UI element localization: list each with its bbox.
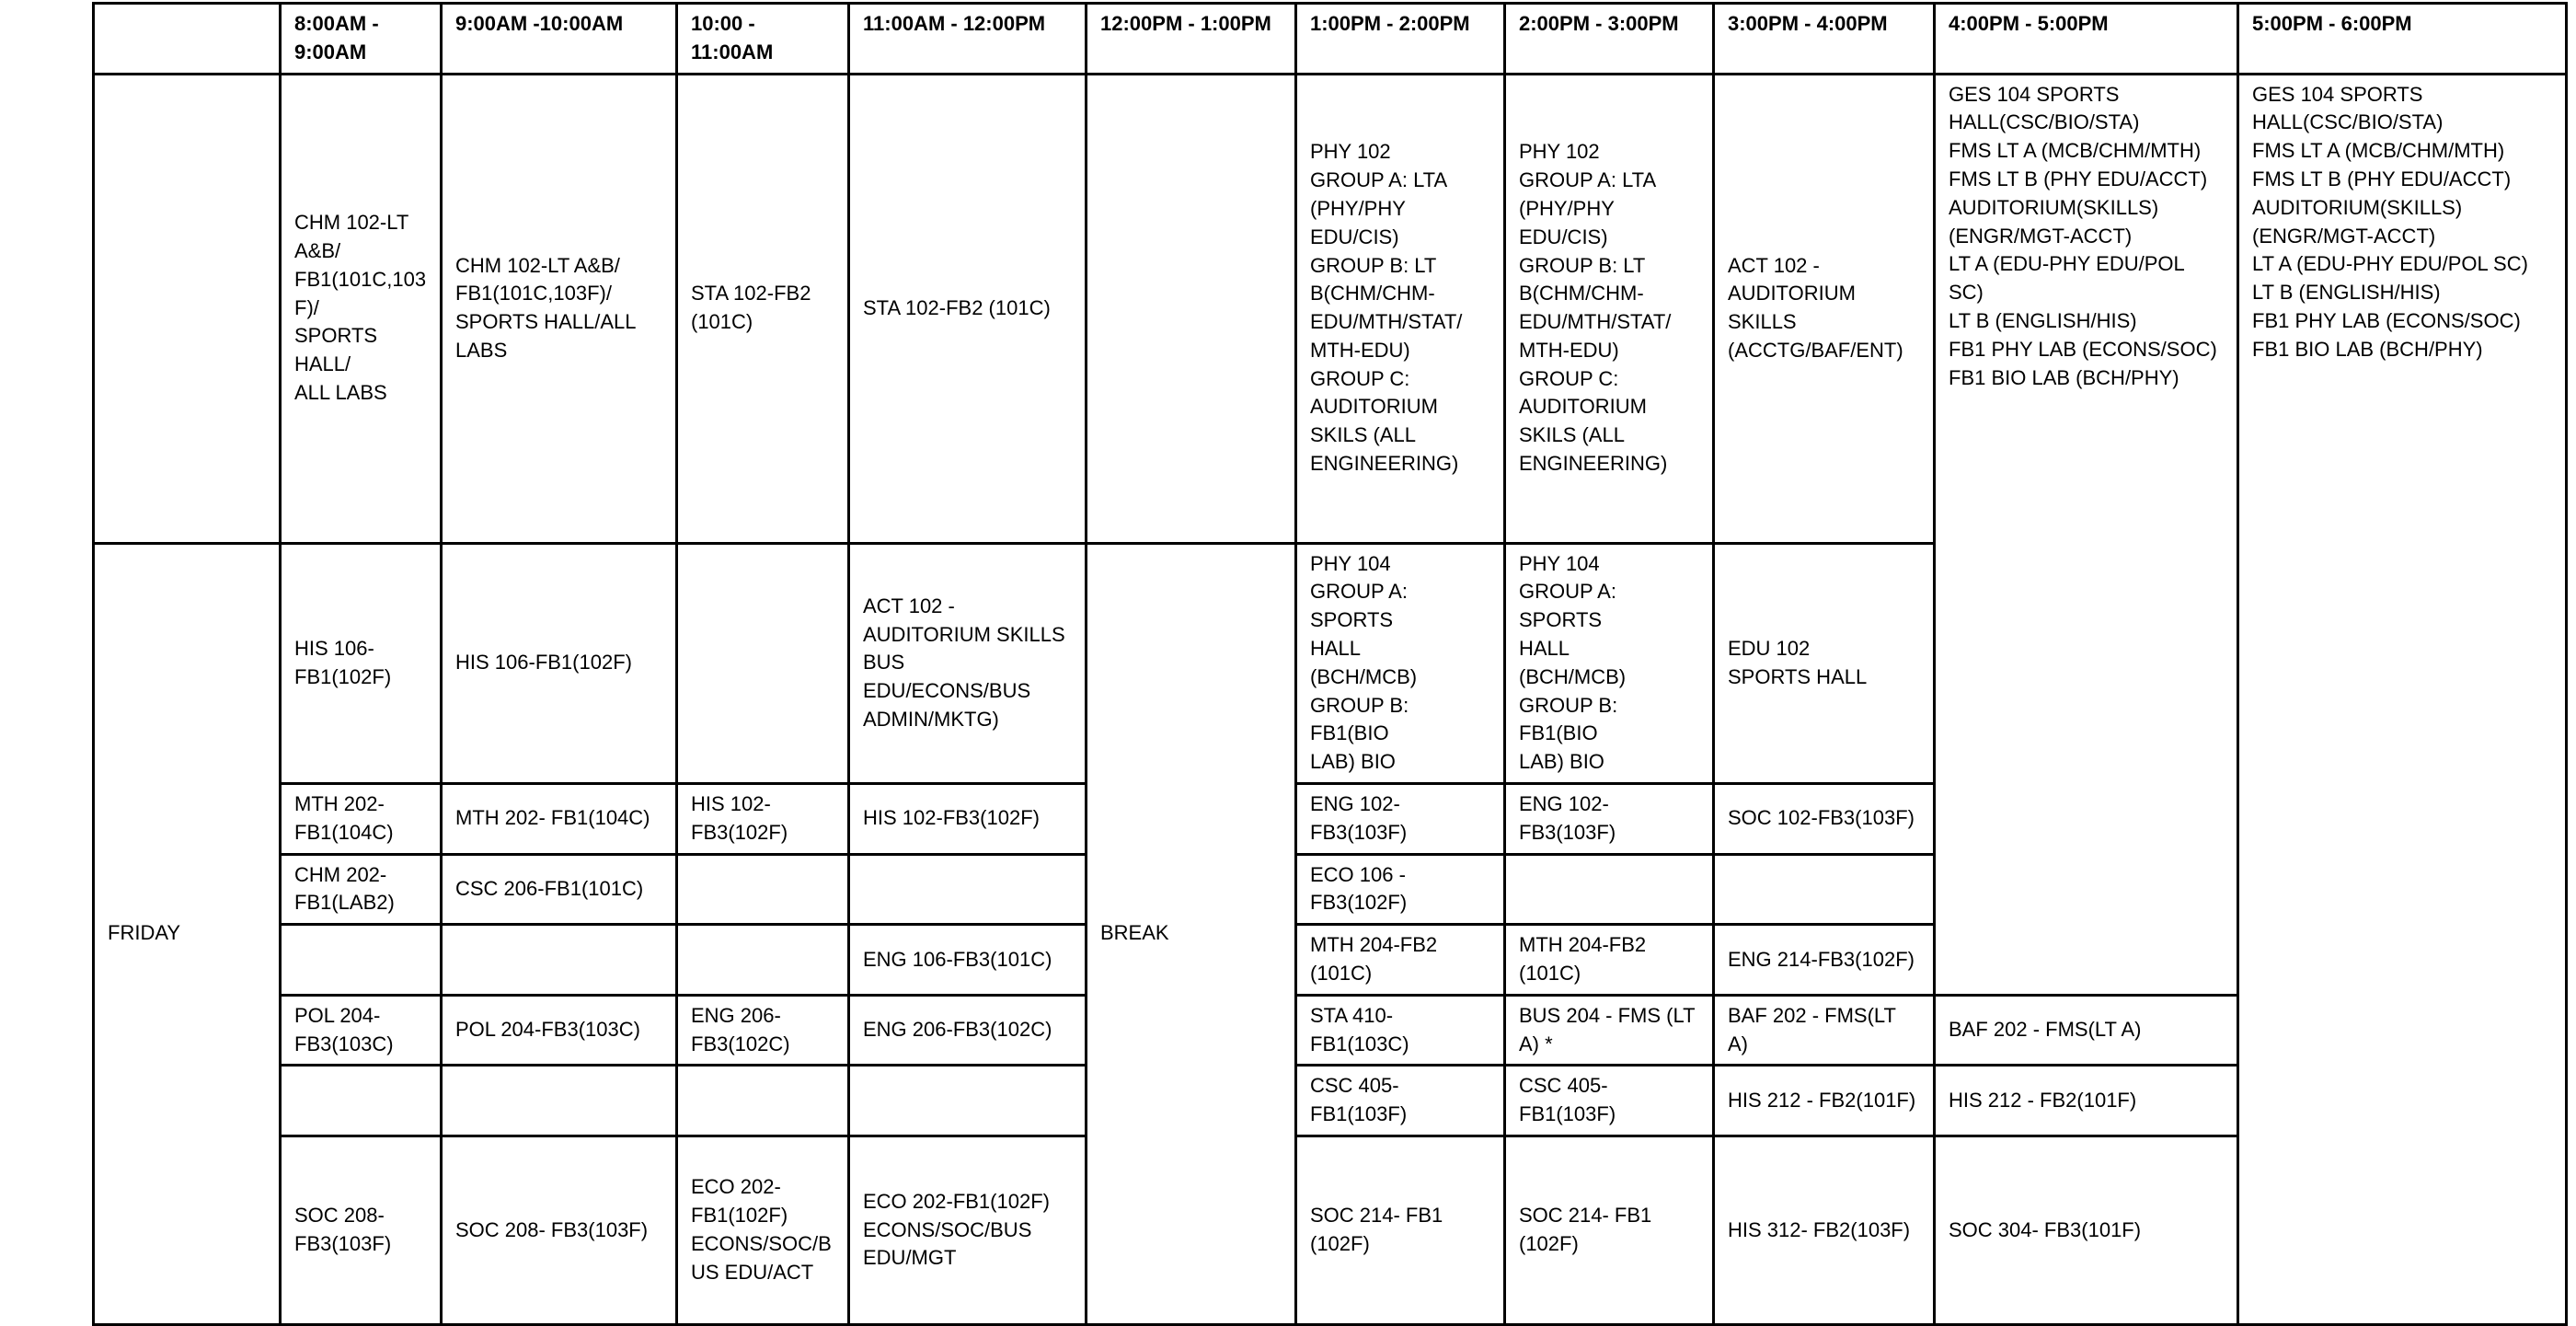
class-cell: CHM 202- FB1(LAB2) <box>281 854 442 925</box>
class-cell: POL 204- FB3(103C) <box>281 995 442 1066</box>
header-slot-5pm: 5:00PM - 6:00PM <box>2238 4 2567 75</box>
class-cell: BAF 202 - FMS(LT A) <box>1714 995 1935 1066</box>
class-cell <box>677 925 849 996</box>
class-cell: ACT 102 - AUDITORIUM SKILLS BUS EDU/ECONS/BUS ADMIN/MKTG) <box>849 543 1087 783</box>
header-slot-9am: 9:00AM -10:00AM <box>442 4 677 75</box>
timetable <box>92 2 2568 1326</box>
class-cell: HIS 102- FB3(102F) <box>677 783 849 854</box>
ges-cell: GES 104 SPORTS HALL(CSC/BIO/STA) FMS LT A (MCB/CHM/MTH) FMS LT B (PHY EDU/ACCT) AUDITORIUM(SKILLS) (ENGR/MGT-ACCT) LT A (EDU-PHY EDU/POL SC) LT B (ENGLISH/HIS) FB1 PHY LAB (ECONS/SOC) FB1 BIO LAB (BCH/PHY) <box>1935 74 2238 995</box>
class-cell: HIS 106- FB1(102F) <box>281 543 442 783</box>
class-cell: ECO 202- FB1(102F) ECONS/SOC/B US EDU/ACT <box>677 1136 849 1324</box>
header-slot-2pm: 2:00PM - 3:00PM <box>1505 4 1714 75</box>
day-cell: FRIDAY <box>94 543 281 1324</box>
class-cell: ECO 106 - FB3(102F) <box>1296 854 1505 925</box>
class-cell <box>849 854 1087 925</box>
class-cell: STA 102-FB2 (101C) <box>849 74 1087 543</box>
class-cell: CHM 102-LT A&B/ FB1(101C,103 F)/ SPORTS HALL/ ALL LABS <box>281 74 442 543</box>
class-cell <box>1505 854 1714 925</box>
day-cell-blank <box>94 74 281 543</box>
class-cell: SOC 214- FB1 (102F) <box>1505 1136 1714 1324</box>
class-cell: ENG 214-FB3(102F) <box>1714 925 1935 996</box>
class-cell: SOC 102-FB3(103F) <box>1714 783 1935 854</box>
class-cell: HIS 312- FB2(103F) <box>1714 1136 1935 1324</box>
class-cell <box>677 1066 849 1136</box>
class-cell: MTH 204-FB2 (101C) <box>1505 925 1714 996</box>
class-cell: CHM 102-LT A&B/ FB1(101C,103F)/ SPORTS HALL/ALL LABS <box>442 74 677 543</box>
class-cell: HIS 106-FB1(102F) <box>442 543 677 783</box>
class-cell: MTH 202- FB1(104C) <box>442 783 677 854</box>
class-cell: ENG 206-FB3(102C) <box>849 995 1087 1066</box>
class-cell: ECO 202-FB1(102F) ECONS/SOC/BUS EDU/MGT <box>849 1136 1087 1324</box>
class-cell: ENG 102- FB3(103F) <box>1296 783 1505 854</box>
class-cell: BAF 202 - FMS(LT A) <box>1935 995 2238 1066</box>
class-cell <box>677 543 849 783</box>
header-slot-12pm: 12:00PM - 1:00PM <box>1087 4 1296 75</box>
class-cell: CSC 405-FB1(103F) <box>1296 1066 1505 1136</box>
class-cell: HIS 102-FB3(102F) <box>849 783 1087 854</box>
class-cell: PHY 102 GROUP A: LTA (PHY/PHY EDU/CIS) GROUP B: LT B(CHM/CHM- EDU/MTH/STAT/ MTH-EDU) GROUP C: AUDITORIUM SKILS (ALL ENGINEERING) <box>1296 74 1505 543</box>
header-slot-4pm: 4:00PM - 5:00PM <box>1935 4 2238 75</box>
class-cell: ENG 102- FB3(103F) <box>1505 783 1714 854</box>
class-cell <box>281 1066 442 1136</box>
class-cell: ACT 102 - AUDITORIUM SKILLS (ACCTG/BAF/ENT) <box>1714 74 1935 543</box>
table-row <box>94 995 2567 1066</box>
class-cell: EDU 102 SPORTS HALL <box>1714 543 1935 783</box>
timetable-page <box>92 2 2568 1326</box>
class-cell: PHY 102 GROUP A: LTA (PHY/PHY EDU/CIS) GROUP B: LT B(CHM/CHM- EDU/MTH/STAT/ MTH-EDU) GROUP C: AUDITORIUM SKILS (ALL ENGINEERING) <box>1505 74 1714 543</box>
header-slot-3pm: 3:00PM - 4:00PM <box>1714 4 1935 75</box>
class-cell: SOC 208- FB3(103F) <box>442 1136 677 1324</box>
class-cell: BUS 204 - FMS (LT A) * <box>1505 995 1714 1066</box>
table-row <box>94 1066 2567 1136</box>
table-row <box>94 74 2567 543</box>
class-cell: ENG 106-FB3(101C) <box>849 925 1087 996</box>
header-day <box>94 4 281 75</box>
break-cell: BREAK <box>1087 543 1296 1324</box>
class-cell: HIS 212 - FB2(101F) <box>1714 1066 1935 1136</box>
class-cell: PHY 104 GROUP A: SPORTS HALL (BCH/MCB) GROUP B: FB1(BIO LAB) BIO <box>1296 543 1505 783</box>
class-cell <box>442 925 677 996</box>
class-cell <box>281 925 442 996</box>
table-row <box>94 1136 2567 1324</box>
class-cell: MTH 204-FB2 (101C) <box>1296 925 1505 996</box>
class-cell: POL 204-FB3(103C) <box>442 995 677 1066</box>
class-cell: CSC 206-FB1(101C) <box>442 854 677 925</box>
class-cell: SOC 208- FB3(103F) <box>281 1136 442 1324</box>
class-cell: CSC 405-FB1(103F) <box>1505 1066 1714 1136</box>
class-cell: STA 102-FB2 (101C) <box>677 74 849 543</box>
class-cell: ENG 206- FB3(102C) <box>677 995 849 1066</box>
header-slot-10am: 10:00 - 11:00AM <box>677 4 849 75</box>
class-cell: STA 410- FB1(103C) <box>1296 995 1505 1066</box>
class-cell <box>1714 854 1935 925</box>
class-cell: SOC 304- FB3(101F) <box>1935 1136 2238 1324</box>
lunch-cell-blank <box>1087 74 1296 543</box>
class-cell <box>442 1066 677 1136</box>
header-slot-8am: 8:00AM - 9:00AM <box>281 4 442 75</box>
header-slot-11am: 11:00AM - 12:00PM <box>849 4 1087 75</box>
class-cell <box>849 1066 1087 1136</box>
class-cell: SOC 214- FB1 (102F) <box>1296 1136 1505 1324</box>
class-cell: PHY 104 GROUP A: SPORTS HALL (BCH/MCB) GROUP B: FB1(BIO LAB) BIO <box>1505 543 1714 783</box>
class-cell: HIS 212 - FB2(101F) <box>1935 1066 2238 1136</box>
header-row <box>94 4 2567 75</box>
header-slot-1pm: 1:00PM - 2:00PM <box>1296 4 1505 75</box>
ges-cell: GES 104 SPORTS HALL(CSC/BIO/STA) FMS LT A (MCB/CHM/MTH) FMS LT B (PHY EDU/ACCT) AUDITORIUM(SKILLS) (ENGR/MGT-ACCT) LT A (EDU-PHY EDU/POL SC) LT B (ENGLISH/HIS) FB1 PHY LAB (ECONS/SOC) FB1 BIO LAB (BCH/PHY) <box>2238 74 2567 1324</box>
class-cell <box>677 854 849 925</box>
class-cell: MTH 202- FB1(104C) <box>281 783 442 854</box>
